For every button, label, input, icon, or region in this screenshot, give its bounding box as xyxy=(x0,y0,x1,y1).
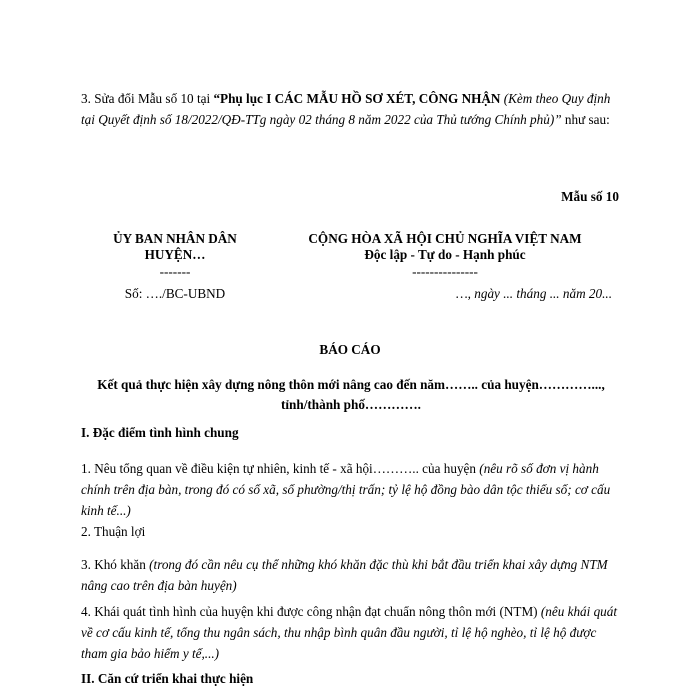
document-number: Số: …./BC-UBND xyxy=(124,286,226,301)
section-2-heading: II. Căn cứ triển khai thực hiện xyxy=(81,671,254,686)
national-rule: --------------- xyxy=(412,264,478,279)
item-4 xyxy=(81,601,621,664)
item-4-text: 4. Khái quát tình hình của huyện khi được công nhận đạt chuẩn nông thôn mới (NTM) xyxy=(81,604,541,619)
intro-suffix: như sau: xyxy=(561,112,610,127)
intro-italic-note: (Kèm theo Quy định tại Quyết định số 18/2022/QĐ-TTg ngày 02 tháng 8 năm 2022 của Thủ tướng Chính phủ)” xyxy=(81,91,611,127)
item-1 xyxy=(81,458,621,521)
item-1-note: (nêu rõ số đơn vị hành chính trên địa bàn, trong đó có số xã, số phường/thị trấn; tỷ lệ hộ đồng bào dân tộc thiểu số; cơ cấu kinh tế...) xyxy=(81,461,611,518)
intro-bold-title: “Phụ lục I CÁC MẪU HỒ SƠ XÉT, CÔNG NHẬN xyxy=(213,91,501,106)
item-3 xyxy=(81,554,621,596)
issuer-line-1: ỦY BAN NHÂN DÂN xyxy=(113,231,237,246)
form-number: Mẫu số 10 xyxy=(561,189,619,204)
item-3-note: (trong đó cần nêu cụ thể những khó khăn đặc thù khi bắt đầu triển khai xây dựng NTM nâng cao trên địa bàn huyện) xyxy=(81,557,608,593)
national-title: CỘNG HÒA XÃ HỘI CHỦ NGHĨA VIỆT NAM xyxy=(308,231,582,246)
intro-paragraph xyxy=(81,88,621,130)
date-line: …, ngày ... tháng ... năm 20... xyxy=(455,286,612,301)
item-4-note: (nêu khái quát về cơ cấu kinh tế, tổng thu ngân sách, thu nhập bình quân đầu người, tỉ lệ hộ nghèo, tỉ lệ hộ được tham gia bảo hiểm y tế,...) xyxy=(81,604,618,661)
section-1-heading: I. Đặc điểm tình hình chung xyxy=(81,425,239,440)
item-3-text: 3. Khó khăn xyxy=(81,557,150,572)
issuer-line-2: HUYỆN… xyxy=(144,247,206,262)
item-1-text: 1. Nêu tổng quan về điều kiện tự nhiên, kinh tế - xã hội……….. của huyện xyxy=(81,461,480,476)
national-motto: Độc lập - Tự do - Hạnh phúc xyxy=(364,247,526,262)
intro-prefix: 3. Sửa đổi Mẫu số 10 tại xyxy=(81,91,214,106)
report-subtitle: Kết quả thực hiện xây dựng nông thôn mới nâng cao đến năm…….. của huyện…………..., tỉnh/thành phố…………. xyxy=(97,377,605,412)
report-title: BÁO CÁO xyxy=(319,342,381,357)
issuer-rule: ------- xyxy=(159,264,191,279)
item-2: 2. Thuận lợi xyxy=(81,524,146,539)
